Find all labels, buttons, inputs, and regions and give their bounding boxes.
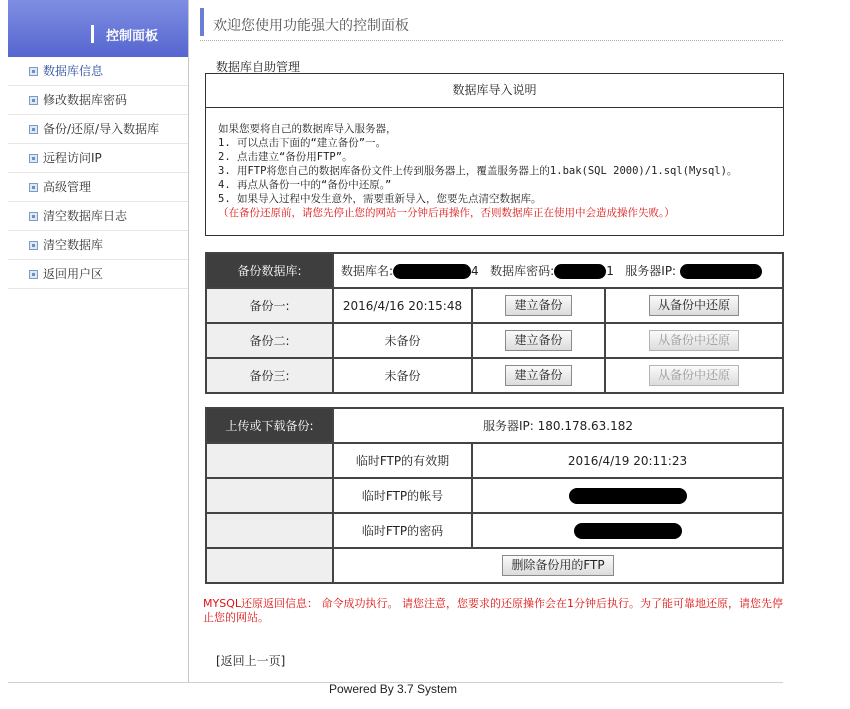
section-heading: 数据库自助管理 bbox=[216, 60, 301, 74]
info-line: 3. 用FTP将您自己的数据库备份文件上传到服务器上，覆盖服务器上的1.bak(SQL 2000)/1.sql(Mysql)。 bbox=[218, 165, 738, 177]
header-marker bbox=[200, 8, 204, 36]
info-line: 5. 如果导入过程中发生意外，需要重新导入，您要先点清空数据库。 bbox=[218, 193, 542, 205]
backup-row-label: 备份一: bbox=[206, 288, 333, 323]
table-row bbox=[206, 513, 783, 548]
import-info-lines bbox=[206, 108, 783, 220]
backup-db-info bbox=[333, 253, 783, 288]
sidebar-title: 控制面板 bbox=[106, 29, 159, 44]
redacted-db-name bbox=[393, 264, 471, 279]
create-backup-button-1[interactable]: 建立备份 bbox=[505, 295, 571, 316]
sidebar-item-label: 备份/还原/导入数据库 bbox=[43, 122, 160, 136]
info-line: 如果您要将自己的数据库导入服务器， bbox=[218, 123, 397, 135]
sidebar-item-change-password[interactable] bbox=[8, 86, 188, 115]
bullet-icon bbox=[29, 270, 38, 279]
back-link[interactable]: [返回上一页] bbox=[216, 654, 286, 668]
sidebar-item-label: 返回用户区 bbox=[43, 267, 104, 281]
backup-table bbox=[205, 252, 784, 394]
table-row bbox=[206, 358, 783, 393]
table-row bbox=[206, 323, 783, 358]
backup-status: 未备份 bbox=[333, 323, 472, 358]
delete-ftp-button[interactable]: 删除备份用的FTP bbox=[502, 555, 613, 576]
sidebar-item-clear-db[interactable] bbox=[8, 231, 188, 260]
create-backup-button-3[interactable]: 建立备份 bbox=[505, 365, 571, 386]
server-ip-label: 服务器IP: bbox=[625, 264, 677, 278]
import-info-box bbox=[205, 73, 784, 236]
sidebar-item-remote-ip[interactable] bbox=[8, 144, 188, 173]
sidebar bbox=[8, 0, 189, 682]
info-line: 1. 可以点击下面的“建立备份”一。 bbox=[218, 137, 387, 149]
sidebar-item-return-user[interactable] bbox=[8, 260, 188, 289]
table-row bbox=[206, 478, 783, 513]
footer: Powered By 3.7 System bbox=[329, 682, 458, 696]
sidebar-header bbox=[8, 0, 188, 57]
ftp-header-label: 上传或下载备份: bbox=[206, 408, 333, 443]
backup-row-label: 备份二: bbox=[206, 323, 333, 358]
import-info-title: 数据库导入说明 bbox=[206, 74, 783, 108]
table-row bbox=[206, 548, 783, 583]
table-row bbox=[206, 443, 783, 478]
sidebar-item-label: 修改数据库密码 bbox=[43, 93, 128, 107]
redacted-ftp-password bbox=[574, 523, 682, 539]
table-row bbox=[206, 288, 783, 323]
bullet-icon bbox=[29, 212, 38, 221]
info-line: 4. 再点从备份一中的“备份中还原。” bbox=[218, 179, 392, 191]
sidebar-item-label: 数据库信息 bbox=[43, 64, 104, 78]
backup-row-label: 备份三: bbox=[206, 358, 333, 393]
sidebar-header-marker bbox=[91, 25, 94, 43]
page-header bbox=[200, 8, 783, 41]
sidebar-item-db-info[interactable] bbox=[8, 57, 188, 86]
restore-backup-button-1[interactable]: 从备份中还原 bbox=[649, 295, 739, 316]
db-pass-label: 数据库密码: bbox=[490, 264, 555, 278]
sidebar-item-label: 远程访问IP bbox=[43, 151, 102, 165]
backup-header-label: 备份数据库: bbox=[206, 253, 333, 288]
bullet-icon bbox=[29, 183, 38, 192]
sidebar-item-clear-log[interactable] bbox=[8, 202, 188, 231]
backup-status: 未备份 bbox=[333, 358, 472, 393]
ftp-account-label: 临时FTP的帐号 bbox=[333, 478, 472, 513]
db-name-label: 数据库名: bbox=[341, 264, 394, 278]
ftp-password-label: 临时FTP的密码 bbox=[333, 513, 472, 548]
info-line: 2. 点击建立“备份用FTP”。 bbox=[218, 151, 353, 163]
ftp-table bbox=[205, 407, 784, 584]
bullet-icon bbox=[29, 96, 38, 105]
ftp-valid-value: 2016/4/19 20:11:23 bbox=[472, 443, 783, 478]
sidebar-item-label: 清空数据库 bbox=[43, 238, 104, 252]
sidebar-item-label: 清空数据库日志 bbox=[43, 209, 128, 223]
restore-result-message: MYSQL还原返回信息： 命令成功执行。 请您注意，您要求的还原操作会在1分钟后执行。为了能可靠地还原，请您先停止您的网站。 bbox=[203, 597, 783, 624]
ftp-valid-label: 临时FTP的有效期 bbox=[333, 443, 472, 478]
sidebar-item-backup-restore[interactable] bbox=[8, 115, 188, 144]
sidebar-item-advanced[interactable] bbox=[8, 173, 188, 202]
sidebar-item-label: 高级管理 bbox=[43, 180, 92, 194]
create-backup-button-2[interactable]: 建立备份 bbox=[505, 330, 571, 351]
ftp-server-ip: 服务器IP: 180.178.63.182 bbox=[333, 408, 783, 443]
restore-backup-button-2: 从备份中还原 bbox=[649, 330, 739, 351]
bullet-icon bbox=[29, 241, 38, 250]
redacted-db-password bbox=[554, 264, 606, 279]
redacted-ftp-account bbox=[569, 488, 687, 504]
page-title: 欢迎您使用功能强大的控制面板 bbox=[213, 18, 409, 34]
restore-backup-button-3: 从备份中还原 bbox=[649, 365, 739, 386]
bullet-icon bbox=[29, 67, 38, 76]
backup-status: 2016/4/16 20:15:48 bbox=[333, 288, 472, 323]
bullet-icon bbox=[29, 125, 38, 134]
db-name-suffix: 4 bbox=[471, 264, 479, 278]
db-pass-suffix: 1 bbox=[606, 264, 614, 278]
bullet-icon bbox=[29, 154, 38, 163]
redacted-server-ip bbox=[680, 264, 762, 279]
info-warning: （在备份还原前，请您先停止您的网站一分钟后再操作，否则数据库正在使用中会造成操作失败。） bbox=[218, 207, 675, 219]
